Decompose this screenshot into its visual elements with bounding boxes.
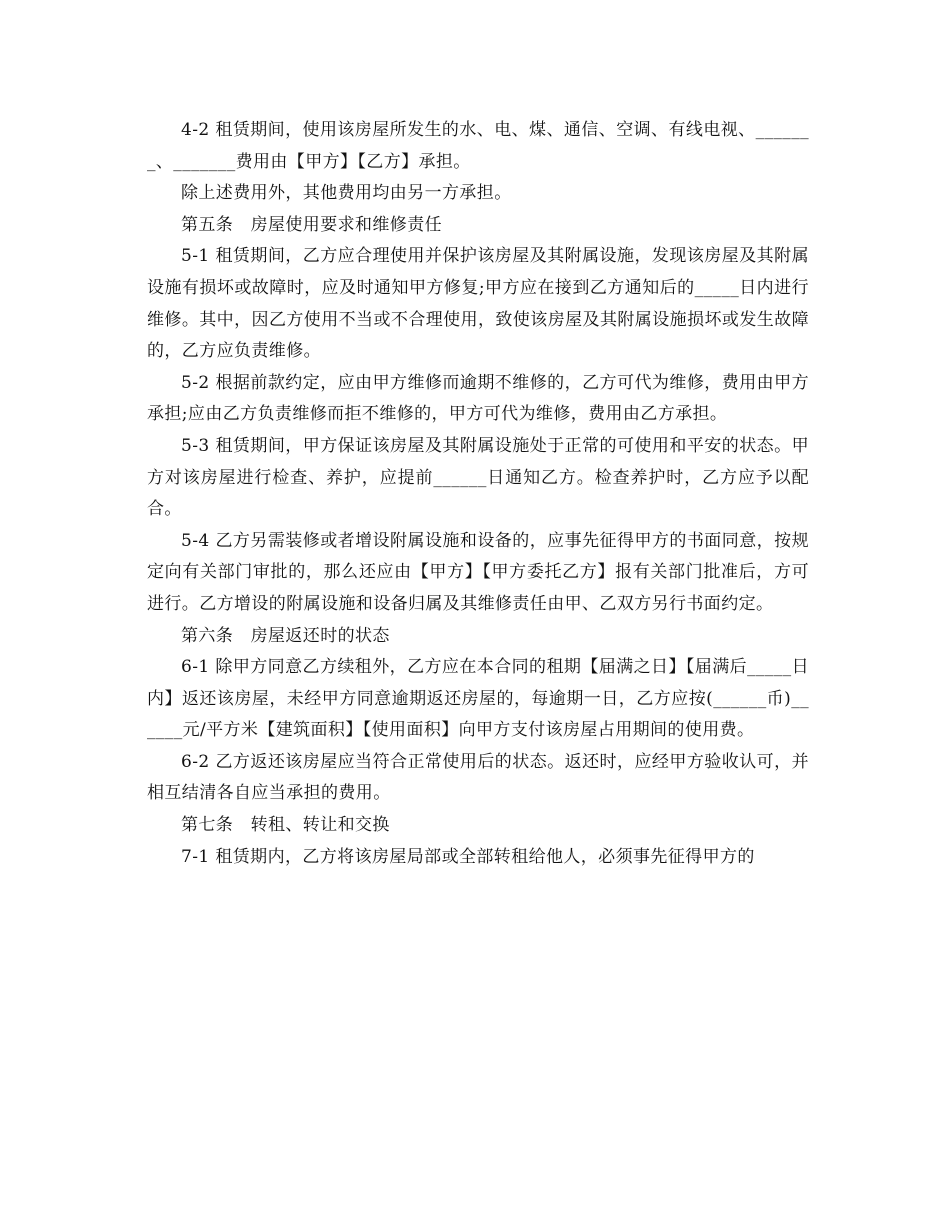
article-6-heading: 第六条 房屋返还时的状态 [181, 625, 390, 646]
clause-5-3: 5-3 租赁期间，甲方保证该房屋及其附属设施处于正常的可使用和平安的状态。甲方对该房屋进行检查、养护，应提前______日通知乙方。检查养护时，乙方应予以配合。 [147, 435, 809, 520]
clause-6-1: 6-1 除甲方同意乙方续租外，乙方应在本合同的租期【届满之日】【届满后_____日内】返还该房屋，未经甲方同意逾期返还房屋的，每逾期一日，乙方应按(______币)______元/平方米【建筑面积】【使用面积】向甲方支付该房屋占用期间的使用费。 [147, 657, 809, 741]
clause-7-1: 7-1 租赁期内，乙方将该房屋局部或全部转租给他人，必须事先征得甲方的 [181, 846, 755, 867]
clause-5-1: 5-1 租赁期间，乙方应合理使用并保护该房屋及其附属设施，发现该房屋及其附属设施有损坏或故障时，应及时通知甲方修复;甲方应在接到乙方通知后的_____日内进行维修。其中，因乙方使用不当或不合理使用，致使该房屋及其附属设施损坏或发生故障的，乙方应负责维修。 [147, 246, 809, 362]
clause-6-2: 6-2 乙方返还该房屋应当符合正常使用后的状态。返还时，应经甲方验收认可，并相互结清各自应当承担的费用。 [147, 751, 809, 804]
clause-4-2: 4-2 租赁期间，使用该房屋所发生的水、电、煤、通信、空调、有线电视、_______、_______费用由【甲方】【乙方】承担。 [147, 120, 809, 172]
article-7-heading: 第七条 转租、转让和交换 [181, 815, 390, 836]
other-fees-paragraph: 除上述费用外，其他费用均由另一方承担。 [181, 183, 512, 204]
clause-5-4: 5-4 乙方另需装修或者增设附属设施和设备的，应事先征得甲方的书面同意，按规定向有关部门审批的，那么还应由【甲方】【甲方委托乙方】报有关部门批准后，方可进行。乙方增设的附属设施和设备归属及其维修责任由甲、乙双方另行书面约定。 [147, 530, 809, 614]
clause-5-2: 5-2 根据前款约定，应由甲方维修而逾期不维修的，乙方可代为维修，费用由甲方承担;应由乙方负责维修而拒不维修的，甲方可代为维修，费用由乙方承担。 [147, 372, 809, 425]
document-body [147, 115, 809, 873]
article-5-heading: 第五条 房屋使用要求和维修责任 [181, 214, 442, 235]
